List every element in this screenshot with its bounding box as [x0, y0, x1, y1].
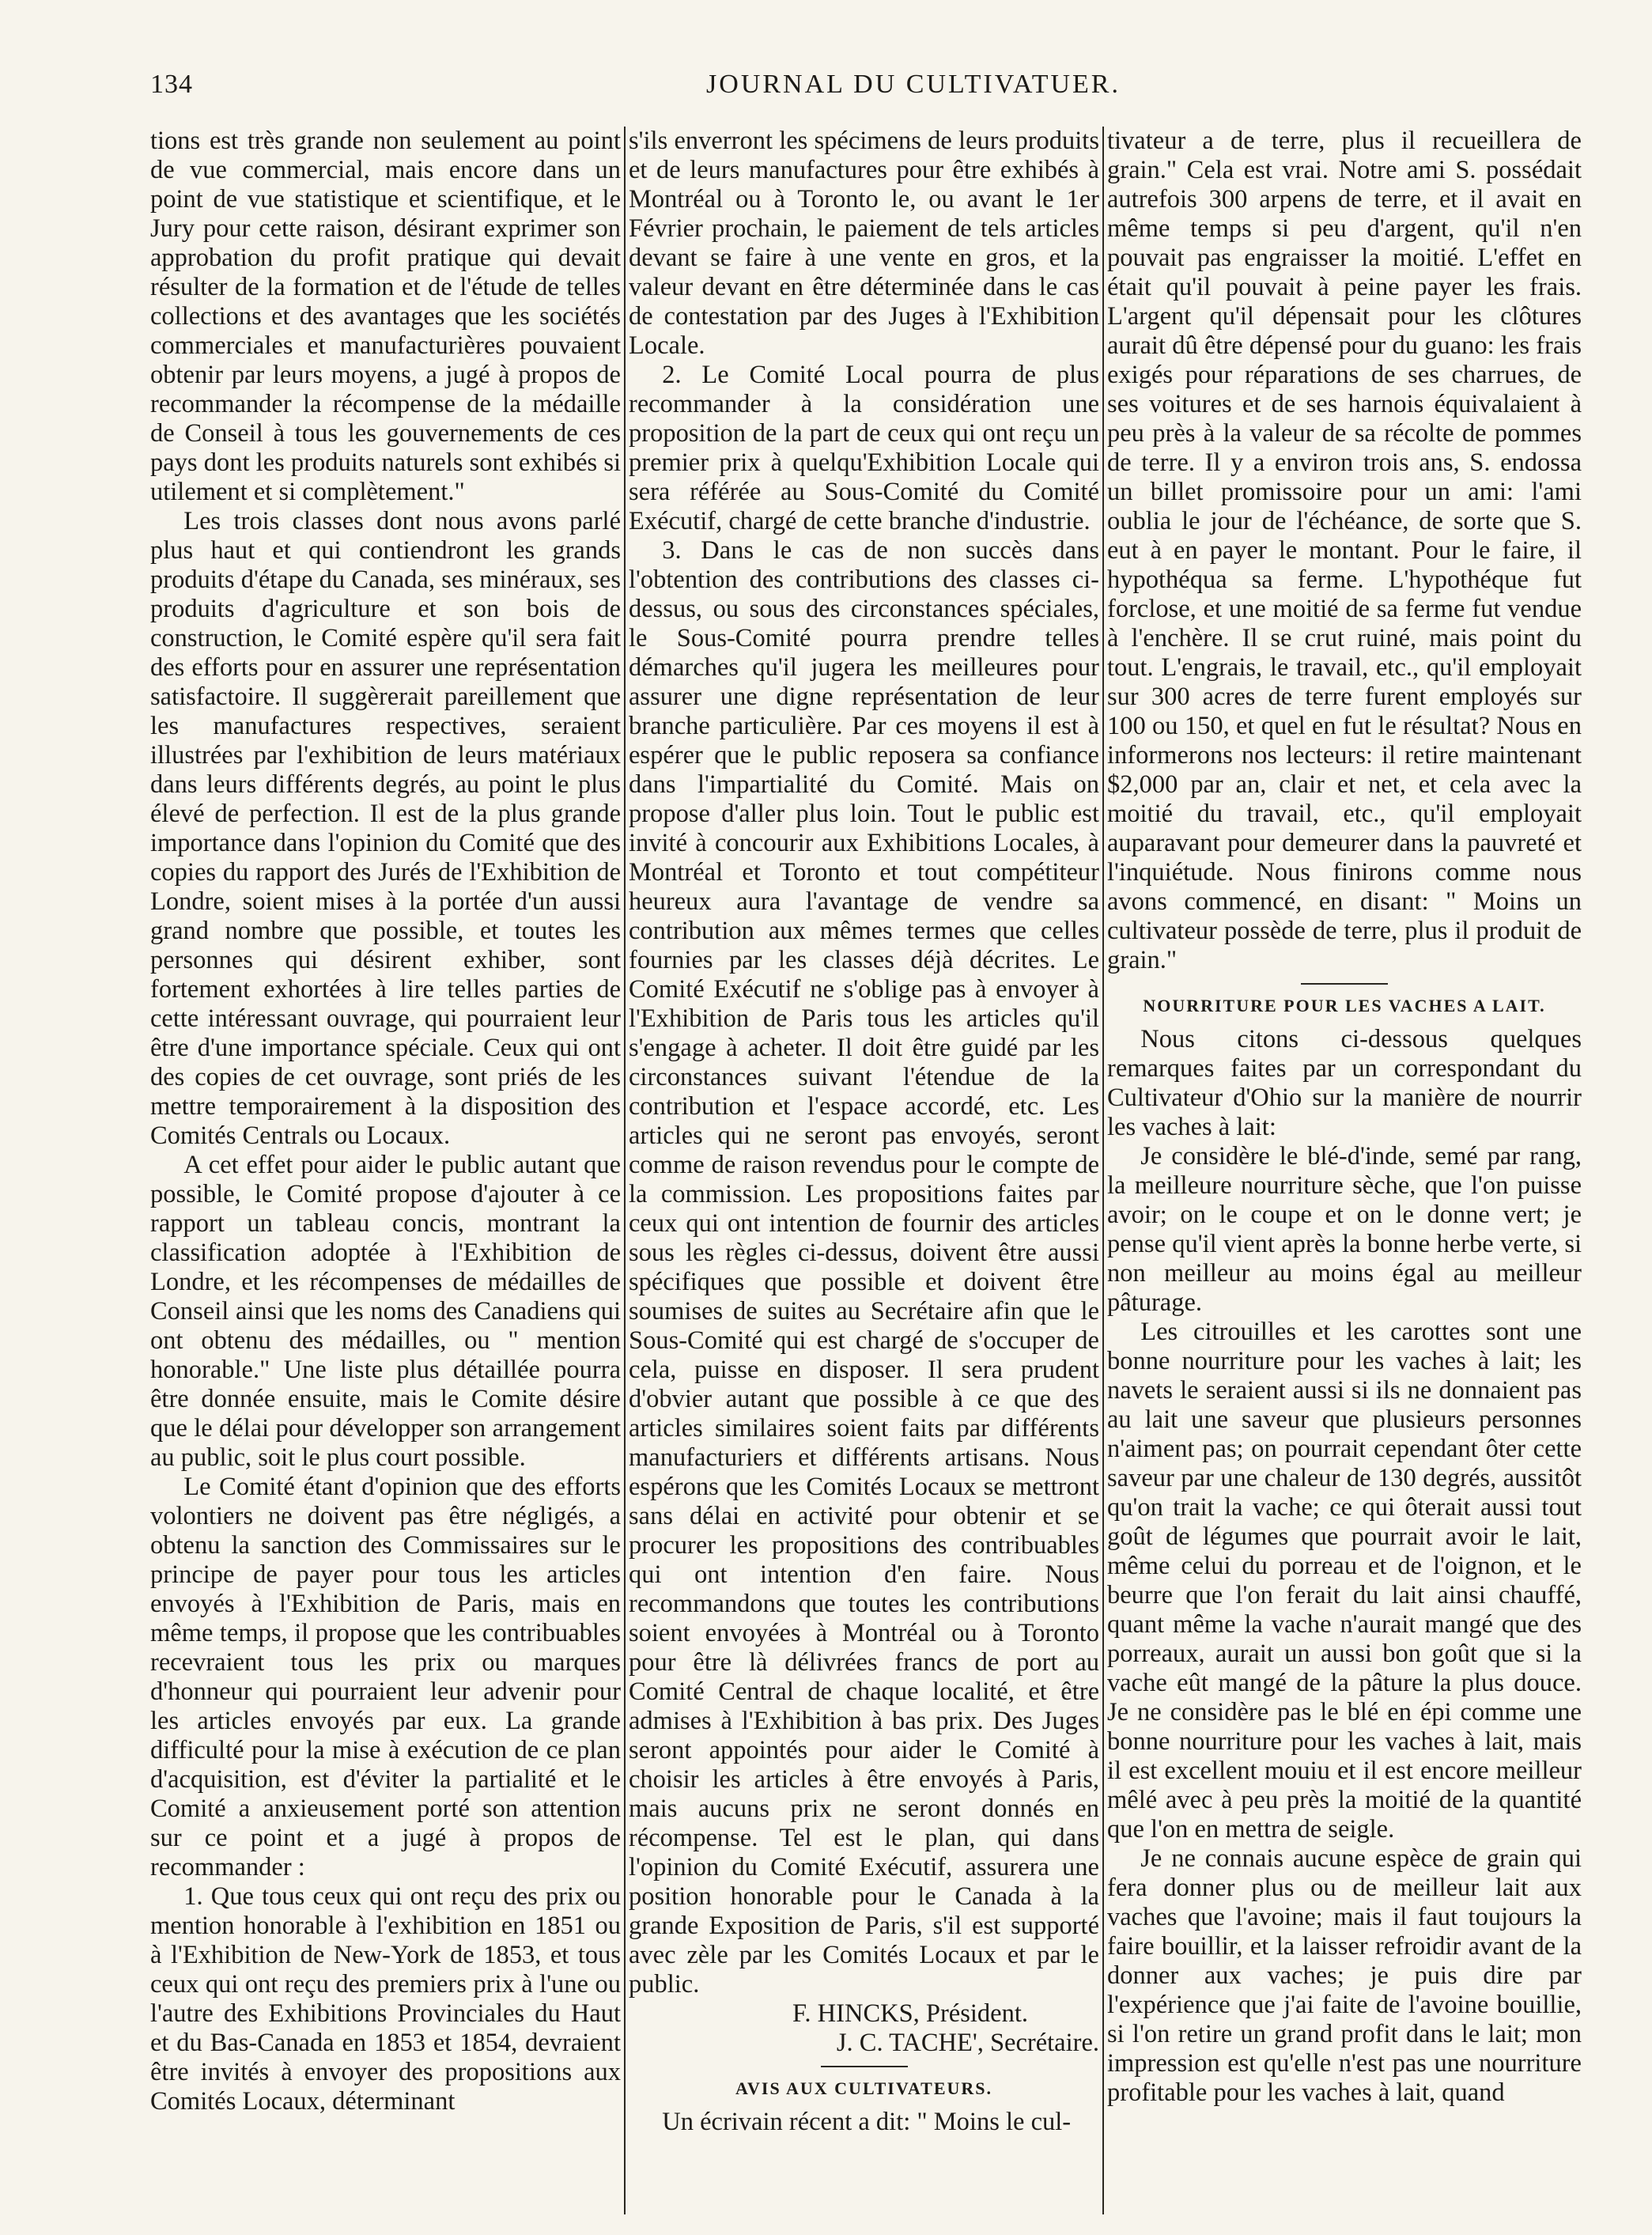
running-title: JOURNAL DU CULTIVATUER.: [706, 70, 1121, 99]
paragraph: Je ne connais aucune espèce de grain qui fera donner plus ou de meilleur lait aux vaches que l'avoine; mais il faut toujours la faire bouillir, et la laisser refroidir avant de la donner aux vaches; je puis dire par l'expérience que j'ai faite de l'avoine bouillie, si l'on retire un grand profit dans le lait; mon impression est qu'elle n'est pas une nourriture profitable pour les vaches à lait, quand: [1107, 1844, 1582, 2107]
paragraph: Les trois classes dont nous avons parlé plus haut et qui contiendront les grands produits d'étape du Canada, ses minéraux, ses produits d'agriculture et son bois de construction, le Comité espère qu'il sera fait des efforts pour en assurer une représentation satisfactoire. Il suggèrerait pareillement que les manufactures respectives, seraient illustrées par l'exhibition de leurs matériaux dans leurs différents degrés, au point le plus élevé de perfection. Il est de la plus grande importance dans l'opinion du Comité que des copies du rapport des Jurés de l'Exhibition de Londre, soient mises à la portée d'un aussi grand nombre que possible, et toutes les personnes qui désirent exhiber, sont fortement exhortées à lire telles parties de cette intéressant ouvrage, qui pourraient leur être d'une importance spéciale. Ceux qui ont des copies de cet ouvrage, sont priés de les mettre temporairement à la disposition des Comités Centrals ou Locaux.: [150, 507, 621, 1150]
paragraph: Les citrouilles et les carottes sont une bonne nourriture pour les vaches à lait; les navets le seraient aussi si ils ne donnaient pas au lait une saveur que plusieurs personnes n'aiment pas; on pourrait cependant ôter cette saveur par une chaleur de 130 degrés, aussitôt qu'on trait la vache; ce qui ôterait aussi tout goût de légumes que pourrait avoir le lait, même celui du porreau et de l'oignon, et le beurre que l'on ferait du lait ainsi chauffé, quant même la vache n'aurait mangé que des porreaux, aurait un aussi bon goût que si la vache eût mangé de la pâture la plus douce. Je ne considère pas le blé en épi comme une bonne nourriture pour les vaches à lait, mais il est excellent mouiu et il est encore meilleur mêlé avec à peu près la moitié de la quantité que l'on en mettra de seigle.: [1107, 1318, 1582, 1844]
signature-president: F. HINCKS, Président.: [792, 1999, 1028, 2028]
column-1: [150, 127, 621, 2214]
paragraph: tions est très grande non seulement au point de vue commercial, mais encore dans un point de vue statistique et scientifique, et le Jury pour cette raison, désirant exprimer son approbation du profit pratique qui devait résulter de la formation et de l'étude de telles collections et des avantages que les sociétés commerciales et manufacturières pouvaient obtenir par leurs moyens, a jugé à propos de recommander la récompense de la médaille de Conseil à tous les gouvernements de ces pays dont les produits naturels sont exhibés si utilement et si complètement.": [150, 127, 621, 506]
section-rule: [821, 2066, 908, 2067]
column-divider-2: [1102, 127, 1104, 2214]
column-divider-1: [624, 127, 626, 2214]
section-heading-avis: AVIS AUX CULTIVATEURS.: [735, 2078, 992, 2098]
paragraph: A cet effet pour aider le public autant que possible, le Comité propose d'ajouter à ce rapport un tableau concis, montrant la classification adoptée à l'Exhibition de Londre, et les récompenses de médailles de Conseil ainsi que les noms des Canadiens qui ont obtenu des médailles, ou " mention honorable." Une liste plus détaillée pourra être donnée ensuite, mais le Comite désire que le délai pour développer son arrangement au public, soit le plus court possible.: [150, 1151, 621, 1472]
paragraph: s'ils enverront les spécimens de leurs produits et de leurs manufactures pour être exhibés à Montréal ou à Toronto le, ou avant le 1er Février prochain, le paiement de tels articles devant se faire à une vente en gros, et la valeur devant en être déterminée dans le cas de contestation par des Juges à l'Exhibition Locale.: [629, 127, 1099, 360]
paragraph: 2. Le Comité Local pourra de plus recommander à la considération une proposition de la part de ceux qui ont reçu un premier prix à quelqu'Exhibition Locale qui sera référée au Sous-Comité du Comité Exécutif, chargé de cette branche d'industrie.: [629, 361, 1099, 535]
paragraph: 1. Que tous ceux qui ont reçu des prix ou mention honorable à l'exhibition en 1851 ou à l'Exhibition de New-York de 1853, et tous ceux qui ont reçu des premiers prix à l'une ou l'autre des Exhibitions Provinciales du Haut et du Bas-Canada en 1853 et 1854, devraient être invités à envoyer des propositions aux Comités Locaux, déterminant: [150, 1882, 621, 2116]
paragraph: Je considère le blé-d'inde, semé par rang, la meilleure nourriture sèche, que l'on puisse avoir; on le coupe et on le donne vert; je pense qu'il vient après la bonne herbe verte, si non meilleur au moins égal au meilleur pâturage.: [1107, 1142, 1582, 1317]
signature-secretary: J. C. TACHE', Secrétaire.: [836, 2029, 1099, 2057]
page-header: [150, 62, 1574, 109]
section-heading-nourriture: NOURRITURE POUR LES VACHES A LAIT.: [1143, 996, 1546, 1015]
paragraph: Le Comité étant d'opinion que des efforts volontiers ne doivent pas être négligés, a obtenu la sanction des Commissaires sur le principe de payer pour tous les articles envoyés à l'Exhibition de Paris, mais en même temps, il propose que les contribuables recevraient tous les prix ou marques d'honneur qui pourraient leur advenir pour les articles envoyés par eux. La grande difficulté pour la mise à exécution de ce plan d'acquisition, est d'éviter la partialité et le Comité a anxieusement porté son attention sur ce point et a jugé à propos de recommander :: [150, 1473, 621, 1881]
paragraph: 3. Dans le cas de non succès dans l'obtention des contributions des classes ci-dessus, ou sous des circonstances spéciales, le Sous-Comité pourra prendre telles démarches qu'il jugera les meilleures pour assurer une digne représentation de leur branche particulière. Par ces moyens il est à espérer que le public reposera sa confiance dans l'impartialité du Comité. Mais on propose d'aller plus loin. Tout le public est invité à concourir aux Exhibitions Locales, à Montréal et Toronto et tout compétiteur heureux aura l'avantage de vendre sa contribution aux mêmes termes que celles fournies par les classes déjà décrites. Le Comité Exécutif ne s'oblige pas à envoyer à l'Exhibition de Paris tous les articles qu'il s'engage à acheter. Il doit être guidé par les circonstances suivant l'étendue de la contribution et l'espace accordé, etc. Les articles qui ne seront pas envoyés, seront comme de raison revendus pour le compte de la commission. Les propositions faites par ceux qui ont intention de fournir des articles sous les règles ci-dessus, doivent être aussi spécifiques que possible et doivent être soumises de suites au Secrétaire afin que le Sous-Comité qui est chargé de s'occuper de cela, puisse en disposer. Il sera prudent d'obvier autant que possible à ce que des articles similaires soient faits par différents manufacturiers et différents artisans. Nous espérons que les Comités Locaux se mettront sans délai en activité pour obtenir et se procurer les propositions des contribuables qui ont intention d'en faire. Nous recommandons que toutes les contributions soient envoyées à Montréal ou à Toronto pour être là délivrées francs de port au Comité Central de chaque localité, et être admises à l'Exhibition à bas prix. Des Juges seront appointés pour aider le Comité à choisir les articles à être envoyés à Paris, mais aucuns prix ne seront donnés en récompense. Tel est le plan, qui dans l'opinion du Comité Exécutif, assurera une position honorable pour le Canada à la grande Exposition de Paris, s'il est supporté avec zèle par les Comités Locaux et par le public.: [629, 536, 1099, 1999]
paragraph: Nous citons ci-dessous quelques remarques faites par un correspondant du Cultivateur d'Ohio sur la manière de nourrir les vaches à lait:: [1107, 1025, 1582, 1141]
column-2: [629, 127, 1099, 2214]
section-rule: [1301, 983, 1388, 985]
page-number: 134: [150, 70, 193, 99]
paragraph: Un écrivain récent a dit: " Moins le cul-: [662, 2108, 1072, 2136]
column-3: [1107, 127, 1582, 2214]
paragraph: tivateur a de terre, plus il recueillera de grain." Cela est vrai. Notre ami S. possédait autrefois 300 arpens de terre, et il avait en même temps si peu d'argent, qu'il n'en pouvait pas engraisser la moitié. L'effet en était qu'il pouvait à peine payer les frais. L'argent qu'il dépensait pour les clôtures aurait dû être dépensé pour du guano: les frais exigés pour réparations de ses charrues, de ses voitures et de ses harnois équivalaient à peu près à la valeur de sa récolte de pommes de terre. Il y a environ trois ans, S. endossa un billet promissoire pour un ami: l'ami oublia le jour de l'échéance, de sorte que S. eut à en payer le montant. Pour le faire, il hypothéqua sa ferme. L'hypothéque fut forclose, et une moitié de sa ferme fut vendue à l'enchère. Il se crut ruiné, mais point du tout. L'engrais, le travail, etc., qu'il employait sur 300 acres de terre furent employés sur 100 ou 150, et quel en fut le résultat? Nous en informerons nos lecteurs: il retire maintenant $2,000 par an, clair et net, et cela avec la moitié du travail, etc., qu'il employait auparavant pour demeurer dans la pauvreté et l'inquiétude. Nous finirons comme nous avons commencé, en disant: " Moins un cultivateur possède de terre, plus il produit de grain.": [1107, 127, 1582, 974]
